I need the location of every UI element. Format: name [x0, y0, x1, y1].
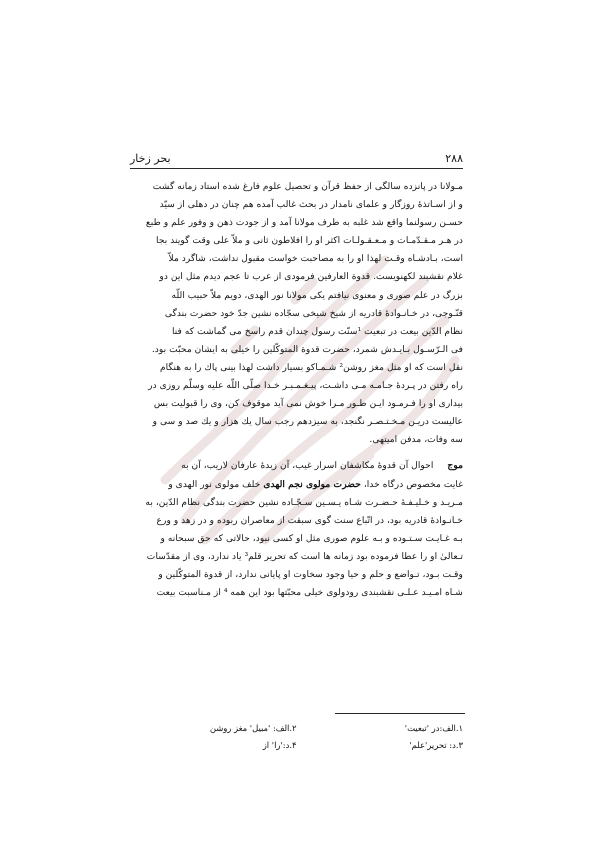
- footnote-divider: [335, 713, 465, 714]
- text-line: سه وفات، مدفن امیتهی.: [369, 434, 463, 446]
- text-line: نقل است که او مثل مغز روشن² شـمـاکو بسیار داشت لهذا بینی پاك را به هنگام: [159, 361, 463, 373]
- footnote-2: ۲.الف: 'مبیل' مغز روشن: [209, 723, 297, 733]
- section-label: موج: [447, 460, 463, 472]
- text-line: مـریـد و خـلیـفـهٔ حـضـرت شـاه یـسـین سـجّـاده نشین حضرت بندگی نظام الدّین، به: [145, 496, 463, 508]
- page-number: ۲۸۸: [445, 152, 463, 165]
- text-line: بـه غـایـت سـتـوده و بـه علوم صوری مثل او کسی نبود، حالاتی که حق سبحانه و: [160, 532, 463, 544]
- text-line: حسـن رسولنما واقع شد غلبه به طرف مولانا آمد و از جودت ذهن و وفور علم و طبع: [145, 217, 463, 229]
- footnote-row: [130, 720, 463, 737]
- footnote-3: ۳.د: تحریر'علم': [409, 740, 463, 750]
- text-line: [130, 457, 463, 475]
- main-text: [130, 178, 463, 602]
- footnote-row: [130, 737, 463, 754]
- text-line: [130, 476, 463, 494]
- section-intro: احوال آن قدوهٔ مکاشفان اسرار غیب، آن زبدهٔ عارفان لاریب، آن به: [181, 460, 434, 472]
- text-line: مـولانا در پانزده سالگی از حفظ قرآن و تحصیل علوم فارغ شده استاد زمانه گشت: [152, 181, 463, 192]
- text-line: راه رفتن در پـردهٔ جـامـه مـی داشـت، پیـغـمـبـر خـدا صلّی اللّه علیه وسلّم روزی در: [148, 380, 463, 392]
- text-line: در هـر مـقـدّمـات و مـعـقـولـات اکثر او را افلاطون ثانی و ملاّ علی وقت گویند بجا: [156, 235, 463, 247]
- text-line: فی الـرّسـول بـایـدش شمرد، حضرت قدوة المتوکّلین را خیلی به ایشان محبّت بود.: [151, 343, 463, 355]
- text-line: شـاه امـیـد عـلـی نقشبندی رودولوی خیلی محبّتها بود این همه ⁴ از مـناسبت بیعت: [156, 587, 463, 599]
- text-line: غلام نقشبند لکهنویست. قدوة العارفین فرمودی از عرب تا عجم دیدم مثل این دو: [159, 271, 463, 283]
- paragraph-one: [130, 178, 463, 449]
- text-line: تـعالیٰ او را عطا فرموده بود زمانه ها است که تحریر قلم³ یاد ندارد، وی از مقدّسات: [146, 550, 463, 562]
- footnote-1: ۱.الف:در 'تبعیت': [404, 723, 463, 733]
- text-line: بزرگ در علم صوری و معنوی نیافتم یکی مولانا نور الهدی، دویم ملاّ حبیب اللّه: [171, 289, 463, 301]
- text-line: خـانـوادهٔ قادریه بود، در اتّباع سنت گوی سبقت از معاصران ربوده و در زهد و ورع: [156, 514, 463, 526]
- text-line: قنّـوجی، در خـانـوادهٔ قادریه از شیخ شیخی سجّاده نشین جدّ خود حضرت بندگی: [164, 307, 463, 319]
- text-segment: خلف مولوی نور الهدی و: [168, 478, 261, 490]
- footnote-4: ۴.د:'را' از: [262, 740, 297, 750]
- running-title: بحر زخار: [130, 152, 171, 165]
- text-line: نظام الدّین بیعت در تبعیت ¹سنّت رسول چندان قدم راسخ می گماشت که فنا: [171, 325, 463, 337]
- text-line: بیداری او را فـرمـود ایـن طـور مـرا خوش نمی آید موقوف کن، وی را قبولیت بس: [153, 398, 463, 410]
- text-line: عالیست دریـن مـخـتـصـر نگنجد، به سیزدهم رجب سال یك هزار و یك صد و سی و: [152, 416, 463, 428]
- text-line: است، بـادشـاه وقـت لهذا او را به مصاحبت خواست مقبول نداشت، شاگرد ملاّ: [168, 253, 463, 265]
- text-line: وقـت بـود، تـواضع و حلم و حیا وجود سخاوت او پایانی ندارد، از قدوة المتوکّلین و: [158, 568, 463, 580]
- paragraph-two: [130, 457, 463, 602]
- bold-name: حضرت مولوی نجم الهدی: [263, 478, 361, 490]
- page-header: [130, 152, 463, 169]
- footnotes: [130, 720, 463, 754]
- text-line: و از اسـاتذهٔ روزگار و علمای نامدار در بحث غالب آمده هم چنان در دهلی از سیّد: [159, 199, 463, 211]
- text-segment: غایت مخصوص درگاه خدا،: [363, 478, 463, 490]
